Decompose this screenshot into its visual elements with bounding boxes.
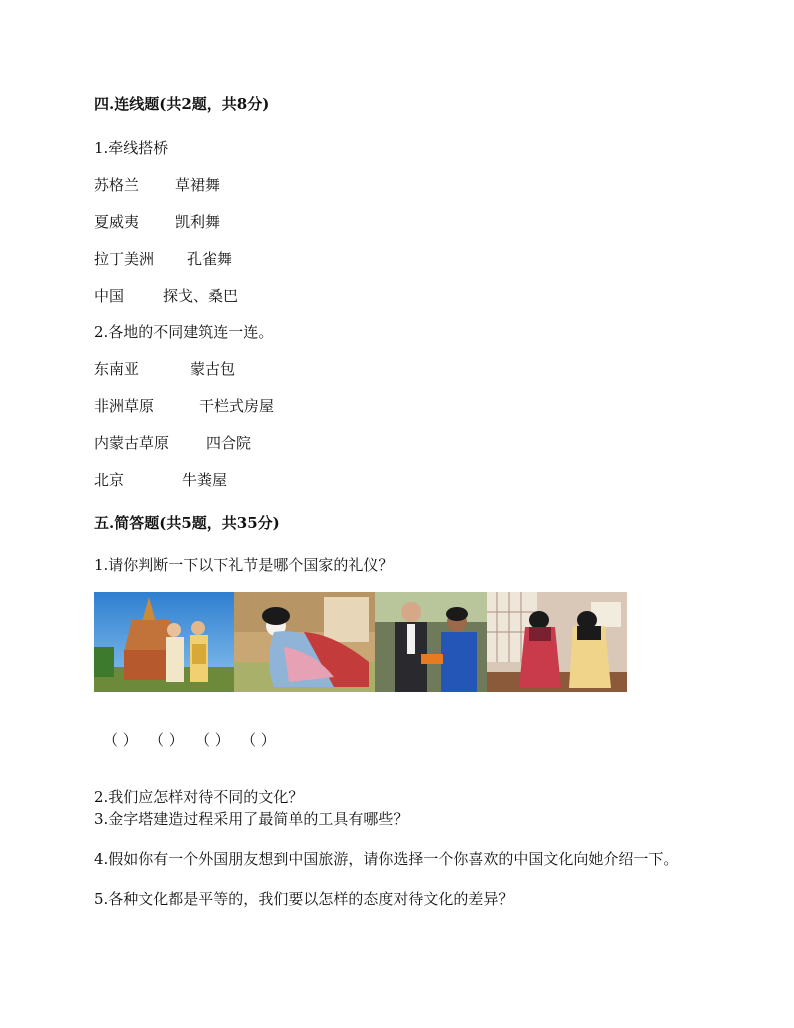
s5-q1: 1.请你判断一下以下礼节是哪个国家的礼仪？ bbox=[94, 556, 394, 574]
s5-q4: 4.假如你有一个外国朋友想到中国旅游，请你选择一个你喜欢的中国文化向她介绍一下。 bbox=[94, 850, 679, 868]
section-4-heading: 四.连线题(共2题，共8分) bbox=[94, 95, 270, 113]
indian-greeting-photo bbox=[375, 592, 487, 692]
answer-blank-3[interactable]: （ ） bbox=[195, 731, 230, 749]
match-left-1: 苏格兰 bbox=[94, 176, 140, 194]
match-right-2: 凯利舞 bbox=[175, 213, 221, 231]
match-right-1: 草裙舞 bbox=[175, 176, 221, 194]
build-left-2: 非洲草原 bbox=[94, 397, 155, 415]
match-left-3: 拉丁美洲 bbox=[94, 250, 155, 268]
build-right-4: 牛粪屋 bbox=[182, 471, 228, 489]
s5-q5: 5.各种文化都是平等的，我们要以怎样的态度对待文化的差异？ bbox=[94, 890, 514, 908]
korean-bow-photo bbox=[487, 592, 627, 692]
q1-title: 1.牵线搭桥 bbox=[94, 139, 169, 157]
answer-blank-2[interactable]: （ ） bbox=[149, 731, 184, 749]
japanese-bow-photo bbox=[234, 592, 375, 692]
match-right-4: 探戈、桑巴 bbox=[163, 287, 239, 305]
answer-blank-1[interactable]: （ ） bbox=[103, 731, 138, 749]
build-right-1: 蒙古包 bbox=[190, 360, 236, 378]
etiquette-photo-strip bbox=[94, 592, 627, 692]
build-left-1: 东南亚 bbox=[94, 360, 140, 378]
build-left-4: 北京 bbox=[94, 471, 125, 489]
thai-greeting-photo bbox=[94, 592, 234, 692]
s5-q2: 2.我们应怎样对待不同的文化？ bbox=[94, 788, 304, 806]
build-left-3: 内蒙古草原 bbox=[94, 434, 170, 452]
match-left-2: 夏威夷 bbox=[94, 213, 140, 231]
s5-q3: 3.金字塔建造过程采用了最简单的工具有哪些？ bbox=[94, 810, 409, 828]
section-5-heading: 五.简答题(共5题，共35分) bbox=[94, 514, 280, 532]
answer-blank-4[interactable]: （ ） bbox=[241, 731, 276, 749]
q2-title: 2.各地的不同建筑连一连。 bbox=[94, 323, 274, 341]
match-right-3: 孔雀舞 bbox=[187, 250, 233, 268]
match-left-4: 中国 bbox=[94, 287, 125, 305]
build-right-3: 四合院 bbox=[206, 434, 252, 452]
build-right-2: 干栏式房屋 bbox=[199, 397, 275, 415]
